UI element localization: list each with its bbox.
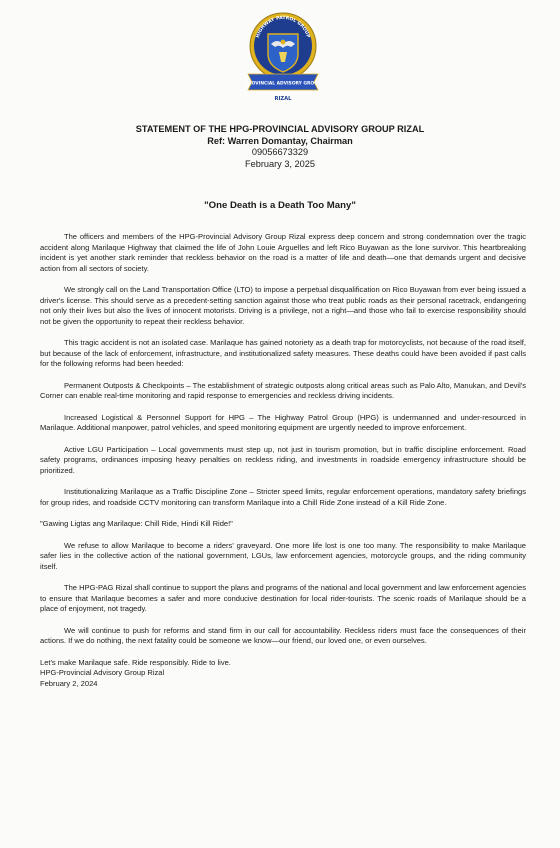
paragraph: We strongly call on the Land Transportation Office (LTO) to impose a perpetual disqualification on Rico Buyawan from ever being issued a driver's license. This should serve as a precedent-setting sanction against those who treat public roads as their personal racetrack, endangering not only their lives but also the lives of innocent motorists. Driving is a privilege, not a right—and those who fail to exercise responsibility should not be given the opportunity to repeat their reckless behavior. bbox=[40, 285, 526, 326]
paragraph: We will continue to push for reforms and stand firm in our call for accountability. Reckless riders must face the consequences of their actions. If we do nothing, the next fatality could be someone we know—our friend, our loved one, or even ourselves. bbox=[40, 625, 526, 645]
shield-emblem-icon bbox=[244, 4, 322, 114]
statement-date: February 3, 2025 bbox=[245, 158, 315, 169]
signatory: HPG-Provincial Advisory Group Rizal bbox=[40, 668, 165, 677]
reference-line: Ref: Warren Domantay, Chairman bbox=[207, 135, 353, 146]
paragraph: Increased Logistical & Personnel Support for HPG – The Highway Patrol Group (HPG) is undermanned and under-resourced in Marilaque. Additional manpower, patrol vehicles, and speed monitoring equipment are urgently needed to improve enforcement. bbox=[40, 412, 526, 432]
statement-heading: STATEMENT OF THE HPG-PROVINCIAL ADVISORY GROUP RIZAL bbox=[135, 124, 425, 134]
closing-date: February 2, 2024 bbox=[40, 678, 98, 688]
closing-block bbox=[40, 658, 526, 690]
statement-body bbox=[40, 232, 526, 689]
svg-text:RIZAL: RIZAL bbox=[274, 96, 292, 102]
paragraph: Active LGU Participation – Local governments must step up, not just in tourism promotion, but in traffic discipline enforcement. Road safety programs, ordinances imposing heavy penalties on reckless riding, and investments in roadside emergency infrastructure should be prioritized. bbox=[40, 444, 526, 475]
paragraph: Permanent Outposts & Checkpoints – The establishment of strategic outposts along critical areas such as Palo Alto, Manukan, and Devil's Corner can enable real-time monitoring and rapid response to emergencies and reckless driving incidents. bbox=[40, 380, 526, 400]
closing-line: Let's make Marilaque safe. Ride responsibly. Ride to live. bbox=[40, 657, 231, 667]
svg-text:PROVINCIAL ADVISORY GROUP: PROVINCIAL ADVISORY GROUP bbox=[245, 81, 321, 87]
paragraph: This tragic accident is not an isolated case. Marilaque has gained notoriety as a death trap for motorcyclists, not because of the road itself, but because of the lack of enforcement, infrastructure, and institutionalized safety measures. These deaths could have been avoided if past calls for the following reforms had been heeded: bbox=[40, 338, 526, 368]
paragraph: Institutionalizing Marilaque as a Traffic Discipline Zone – Stricter speed limits, regular enforcement operations, mandatory safety briefings for group rides, and roadside CCTV monitoring can transform Marilaque into a Chill Ride Zone instead of a Kill Ride Zone. bbox=[40, 487, 526, 507]
paragraph: The officers and members of the HPG-Provincial Advisory Group Rizal express deep concern and strong condemnation over the tragic accident along Marilaque Highway that claimed the life of John Louie Arguelles and left Rico Buyawan as the lone survivor. This heartbreaking incident is yet another stark reminder that reckless behavior on the road is a matter of life and death—one that demands urgent and decisive action from all sectors of society. bbox=[40, 232, 526, 273]
statement-header bbox=[0, 124, 560, 170]
paragraph: The HPG-PAG Rizal shall continue to support the plans and programs of the national and local government and law enforcement agencies to ensure that Marilaque becomes a safer and more conducive destination for local rider-tourists. The scenic roads of Marilaque should be a place of enjoyment, not tragedy. bbox=[40, 583, 526, 613]
hpg-pag-rizal-logo bbox=[244, 4, 322, 114]
slogan: "Gawing Ligtas ang Marilaque: Chill Ride, Hindi Kill Ride!" bbox=[40, 519, 233, 528]
statement-title: "One Death is a Death Too Many" bbox=[204, 200, 356, 211]
paragraph: We refuse to allow Marilaque to become a riders' graveyard. One more life lost is one too many. The responsibility to make Marilaque safer lies in the collective action of the national government, LGUs, law enforcement agencies, motorcycle groups, and the riding community itself. bbox=[40, 540, 526, 571]
svg-text:HIGHWAY PATROL GROUP: HIGHWAY PATROL GROUP bbox=[255, 15, 311, 39]
contact-number: 09056673329 bbox=[251, 147, 309, 157]
